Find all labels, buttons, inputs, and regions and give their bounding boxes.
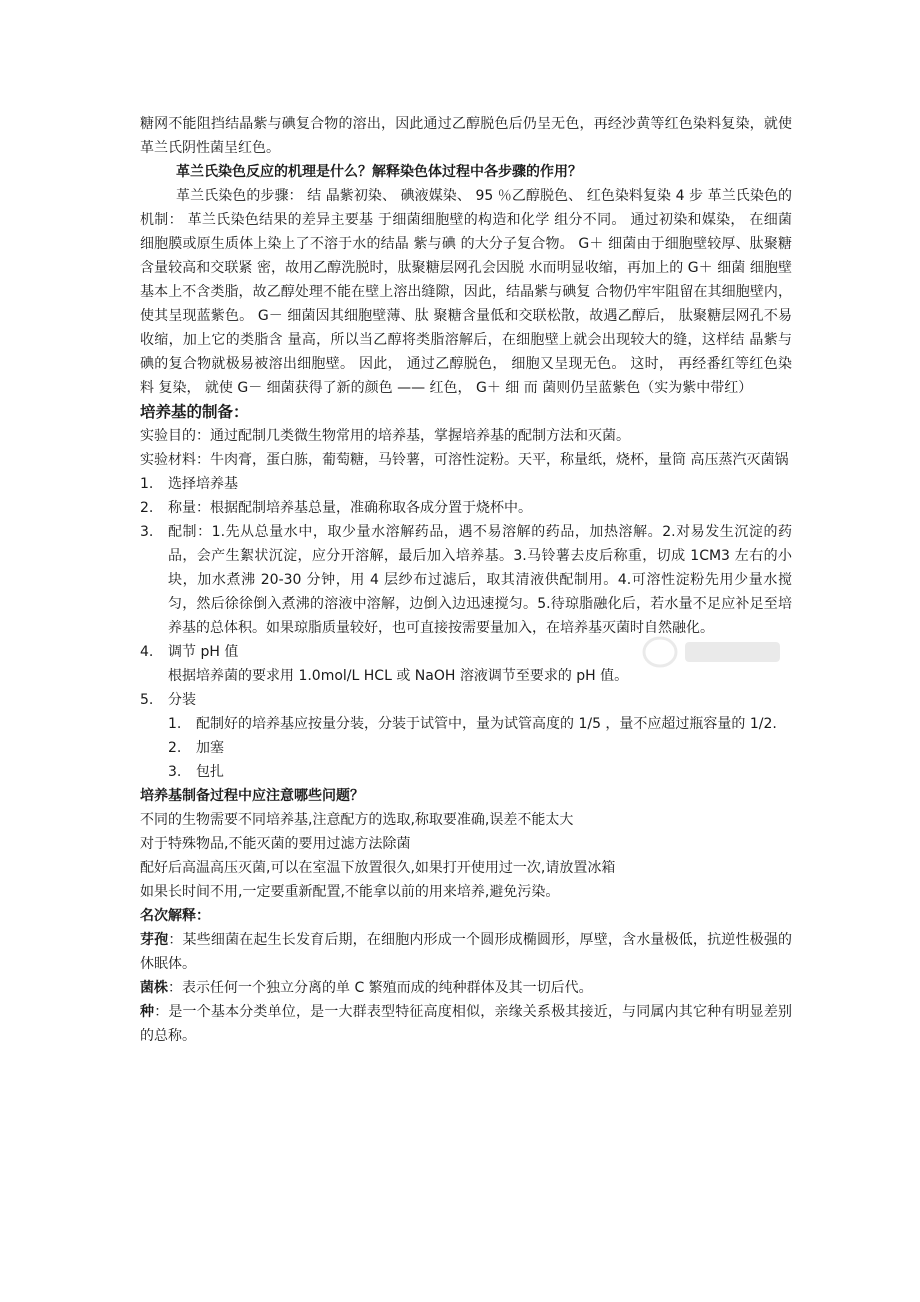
steps-list [140,472,792,784]
term-label: 种 [140,1004,155,1020]
term-text: ：表示任何一个独立分离的单 C 繁殖而成的纯种群体及其一切后代。 [168,980,593,996]
list-number: 3. [168,764,182,780]
note-line: 不同的生物需要不同培养基,注意配方的选取,称取要准确,误差不能太大 [140,812,574,828]
ph-adjust-detail: 根据培养菌的要求用 1.0mol/L HCL 或 NaOH 溶液调节至要求的 pH 值。 [168,668,629,684]
term-definition [140,928,792,976]
note-line: 如果长时间不用,一定要重新配置,不能拿以前的用来培养,避免污染。 [140,884,560,900]
list-number: 2. [140,500,154,516]
list-item-text: 包扎 [196,764,224,780]
term-text: ：某些细菌在起生长发育后期，在细胞内形成一个圆形成椭圆形，厚壁，含水量极低，抗逆性极强的休眠体。 [140,932,793,972]
list-item-text: 配制好的培养基应按量分装，分装于试管中，量为试管高度的 1/5 ，量不应超过瓶容量的 1/2. [196,716,777,732]
term-text: ：是一个基本分类单位，是一大群表型特征高度相似，亲缘关系极其接近，与同属内其它种有明显差别的总称。 [140,1004,793,1044]
term-label: 芽孢 [140,932,169,948]
list-item-text: 加塞 [196,740,224,756]
note-line: 配好后高温高压灭菌,可以在室温下放置很久,如果打开使用过一次,请放置冰箱 [140,860,616,876]
list-item [140,520,792,640]
list-number: 5. [140,692,154,708]
sub-list-item [140,736,792,760]
list-item [140,496,792,520]
sub-list-item [140,712,792,736]
list-item-text: 称量：根据配制培养基总量，准确称取各成分置于烧杯中。 [168,500,532,516]
list-item [140,640,792,664]
heading-medium-preparation: 培养基的制备： [140,403,249,421]
list-number: 1. [140,476,154,492]
list-item-text: 配制：1.先从总量水中，取少量水溶解药品，遇不易溶解的药品，加热溶解。2.对易发生沉淀的药品，会产生絮状沉淀，应分开溶解，最后加入培养基。3.马铃薯去皮后称重，切成 1CM3 左右的小块，加水煮沸 20-30 分钟，用 4 层纱布过滤后，取其清液供配制用。4.可溶性淀粉先用少量水搅匀，然后徐徐倒入煮沸的溶液中溶解，边倒入边迅速搅匀。5.待琼脂融化后，若水量不足应补足至培养基的总体积。如果琼脂质量较好，也可直接按需要量加入，在培养基灭菌时自然融化。 [168,524,792,636]
list-item [140,688,792,712]
list-item-text: 分装 [168,692,196,708]
list-number: 1. [168,716,182,732]
list-item [140,472,792,496]
note-line: 对于特殊物品,不能灭菌的要用过滤方法除菌 [140,836,411,852]
list-number: 3. [140,524,154,540]
experiment-materials: 实验材料：牛肉膏，蛋白胨，葡萄糖，马铃薯，可溶性淀粉。天平，称量纸，烧杯，量筒 高压蒸汽灭菌锅 [140,452,789,468]
paragraph-gram-negative: 糖网不能阻挡结晶紫与碘复合物的溶出，因此通过乙醇脱色后仍呈无色，再经沙黄等红色染料复染，就使革兰氏阴性菌呈红色。 [140,116,792,156]
term-definition [140,1000,792,1048]
question-gram-stain-mechanism: 革兰氏染色反应的机理是什么？解释染色体过程中各步骤的作用？ [176,164,582,180]
term-label: 菌株 [140,980,168,996]
list-item-text: 选择培养基 [168,476,238,492]
list-item-text: 调节 pH 值 [168,644,239,660]
heading-term-definitions: 名次解释： [140,908,210,924]
question-medium-precautions: 培养基制备过程中应注意哪些问题？ [140,788,364,804]
document-body [140,112,792,1048]
term-definition [140,976,792,1000]
experiment-purpose: 实验目的：通过配制几类微生物常用的培养基，掌握培养基的配制方法和灭菌。 [140,428,630,444]
paragraph-gram-stain-answer: 革兰氏染色的步骤： 结 晶紫初染、 碘液媒染、 95 ％乙醇脱色、 红色染料复染 4 步 革兰氏染色的机制： 革兰氏染色结果的差异主要基 于细菌细胞壁的构造和化学 组分不同。 通过初染和媒染， 在细菌细胞膜或原生质体上染上了不溶于水的结晶 紫与碘 的大分子复合物。 G＋ 细菌由于细胞壁较厚、肽聚糖含量较高和交联紧 密，故用乙醇洗脱时，肽聚糖层网孔会因脱 水而明显收缩，再加上的 G＋ 细菌 细胞壁基本上不含类脂，故乙醇处理不能在壁上溶出缝隙，因此，结晶紫与碘复 合物仍牢牢阻留在其细胞壁内，使其呈现蓝紫色。 G－ 细菌因其细胞壁薄、肽 聚糖含量低和交联松散，故遇乙醇后， 肽聚糖层网孔不易收缩，加上它的类脂含 量高，所以当乙醇将类脂溶解后，在细胞壁上就会出现较大的缝，这样结 晶紫与 碘的复合物就极易被溶出细胞壁。 因此， 通过乙醇脱色， 细胞又呈现无色。 这时， 再经番红等红色染料 复染， 就使 G－ 细菌获得了新的颜色 —— 红色， G＋ 细 而 菌则仍呈蓝紫色（实为紫中带红） [140,188,792,396]
list-number: 4. [140,644,154,660]
sub-list-item [140,760,792,784]
list-number: 2. [168,740,182,756]
